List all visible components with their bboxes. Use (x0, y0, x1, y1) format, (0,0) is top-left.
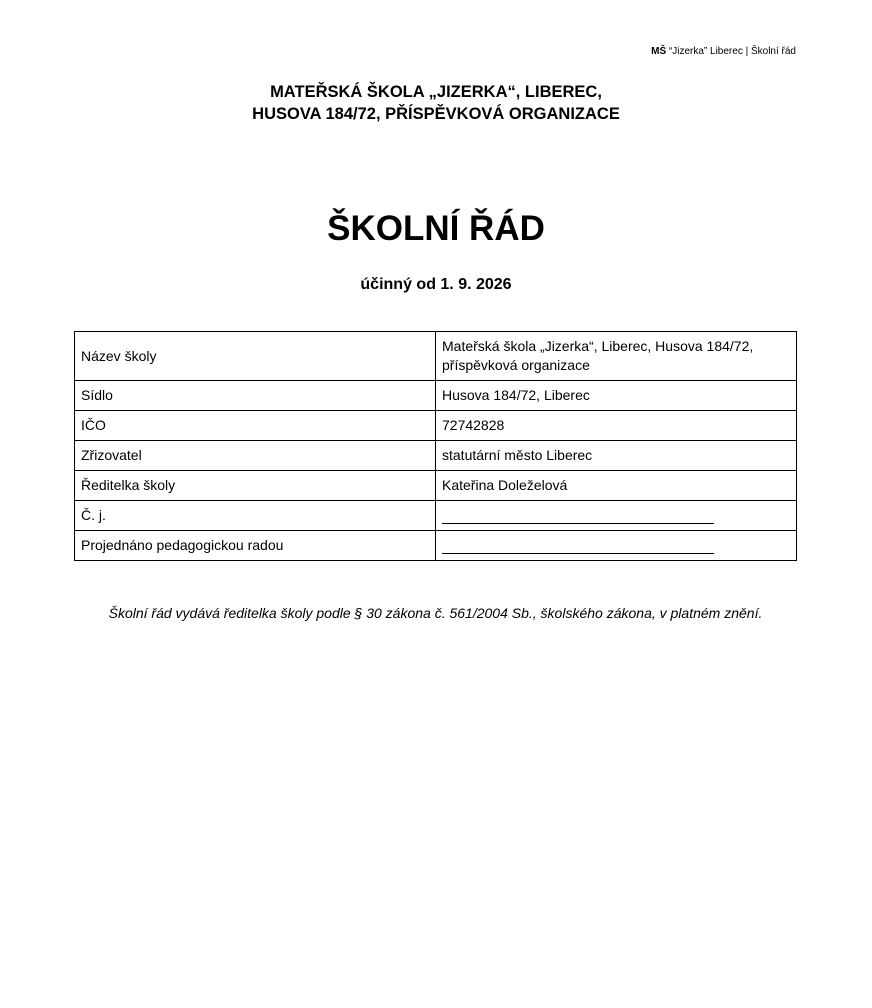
school-heading-line-2: HUSOVA 184/72, PŘÍSPĚVKOVÁ ORGANIZACE (252, 105, 620, 123)
row-value-pedagogical-council (436, 531, 797, 561)
header-abbreviation: MŠ (651, 46, 667, 57)
row-label-reference-number: Č. j. (75, 501, 436, 531)
row-label-seat: Sídlo (75, 381, 436, 411)
row-label-ico: IČO (75, 411, 436, 441)
row-value-school-name: Mateřská škola „Jizerka“, Liberec, Husova 184/72, příspěvková organizace (436, 332, 797, 381)
row-label-school-name: Název školy (75, 332, 436, 381)
row-value-seat: Husova 184/72, Liberec (436, 381, 797, 411)
blank-signature-line (442, 513, 714, 524)
table-row (75, 471, 797, 501)
table-row (75, 501, 797, 531)
table-row (75, 441, 797, 471)
row-value-director: Kateřina Doleželová (436, 471, 797, 501)
row-value-reference-number (436, 501, 797, 531)
school-heading (0, 81, 872, 125)
table-row (75, 411, 797, 441)
row-value-founder: statutární město Liberec (436, 441, 797, 471)
document-title: ŠKOLNÍ ŘÁD (327, 209, 545, 248)
row-value-ico: 72742828 (436, 411, 797, 441)
legal-note: Školní řád vydává ředitelka školy podle § 30 zákona č. 561/2004 Sb., školského zákona, v platném znění. (108, 605, 763, 621)
row-label-pedagogical-council: Projednáno pedagogickou radou (75, 531, 436, 561)
table-row (75, 531, 797, 561)
header-text: “Jizerka” Liberec | Školní řád (666, 46, 796, 57)
row-label-founder: Zřizovatel (75, 441, 436, 471)
running-header (651, 46, 796, 57)
table-row (75, 332, 797, 381)
table-row (75, 381, 797, 411)
row-label-director: Ředitelka školy (75, 471, 436, 501)
school-info-table (74, 331, 797, 561)
blank-signature-line (442, 543, 714, 554)
school-heading-line-1: MATEŘSKÁ ŠKOLA „JIZERKA“, LIBEREC, (270, 83, 602, 101)
effective-date: účinný od 1. 9. 2026 (360, 276, 512, 293)
